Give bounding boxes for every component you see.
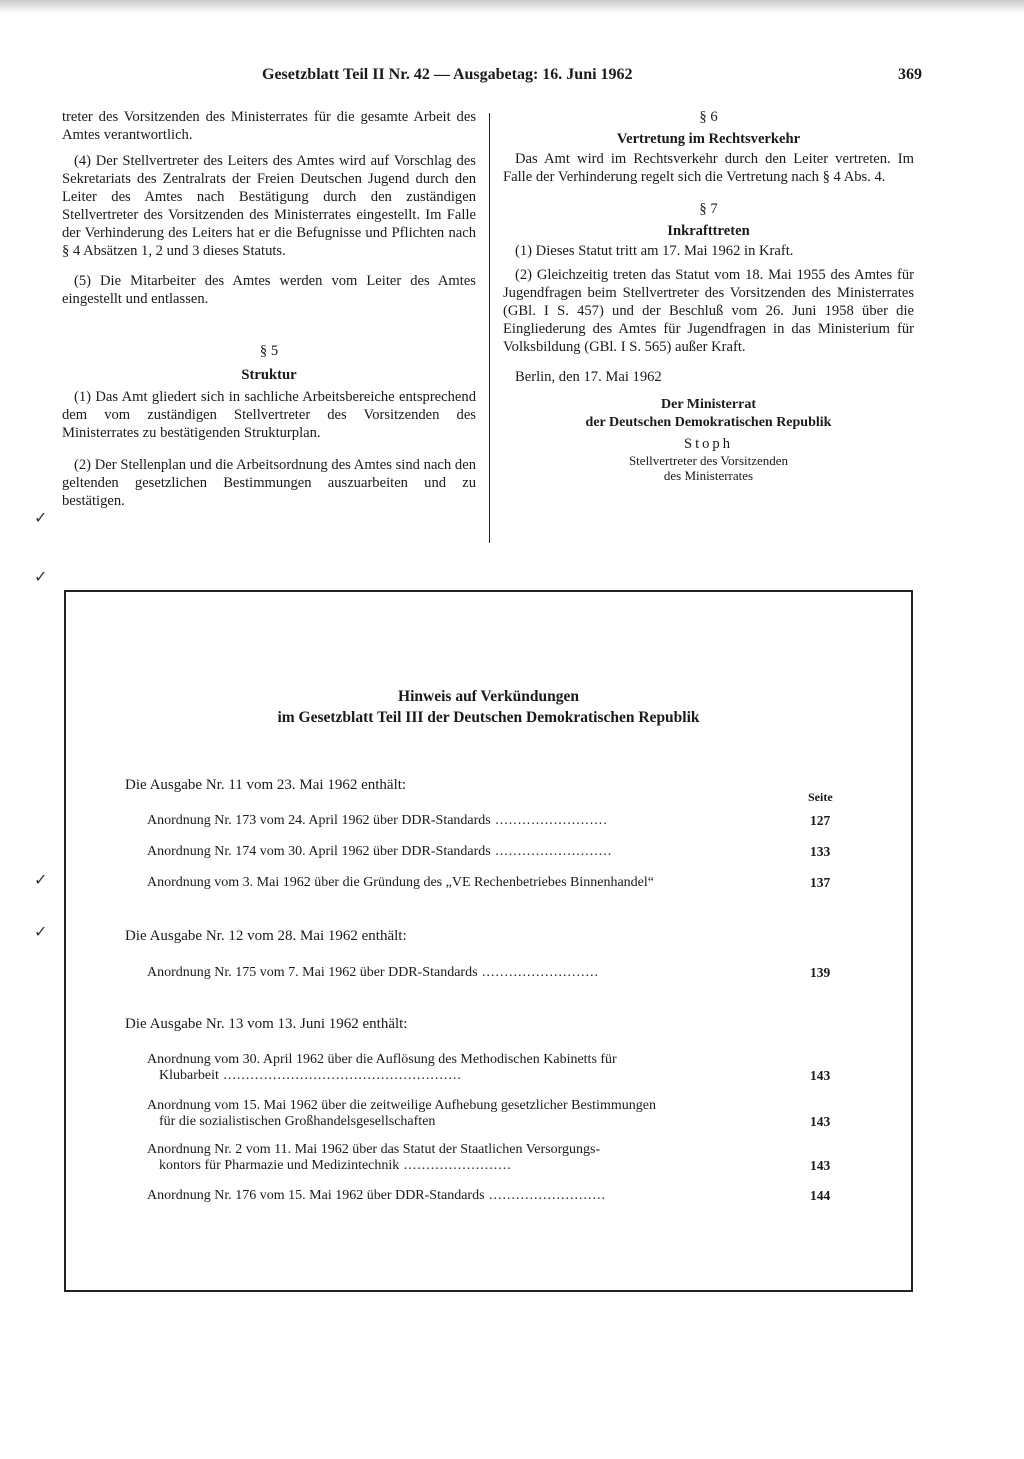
- section-6-title: Vertretung im Rechtsverkehr: [616, 131, 801, 147]
- notice-box: [64, 590, 913, 1292]
- page-header: [262, 66, 922, 90]
- toc-entry: Anordnung Nr. 2 vom 11. Mai 1962 über das Statut der Staatlichen Versorgungs- kontors für Pharmazie und Medizintechnik ........................: [147, 1142, 789, 1174]
- notice-title-line2: im Gesetzblatt Teil III der Deutschen Demokratischen Republik: [277, 709, 700, 726]
- paragraph-4: (4) Der Stellvertreter des Leiters des Amtes wird auf Vorschlag des Sekretariats des Zentralrats der Freien Deutschen Jugend durch den Leiter des Amtes nach Bestätigung durch den zuständigen Stellvertreter des Vorsitzenden des Ministerrates eingestellt. Im Falle der Verhinderung des Leiters hat er die Befugnisse und Pflichten nach § 4 Absätzen 1, 2 und 3 dieses Statuts.: [62, 153, 476, 259]
- toc-entry: Anordnung Nr. 175 vom 7. Mai 1962 über DDR-Standards ..........................: [147, 965, 600, 980]
- pencil-checkmark: ✓: [34, 569, 48, 586]
- toc-entry-page: 139: [810, 965, 831, 980]
- issue-heading: Die Ausgabe Nr. 11 vom 23. Mai 1962 enthält:: [125, 777, 407, 793]
- toc-entry-page: 127: [810, 813, 831, 828]
- toc-entry-page: 143: [810, 1158, 831, 1173]
- section-5-paragraph-1: (1) Das Amt gliedert sich in sachliche Arbeitsbereiche entsprechend dem vom zuständigen Stellvertreter des Vorsitzenden des Ministerrates zu bestätigenden Strukturplan.: [62, 389, 476, 441]
- toc-entry-text: Anordnung Nr. 173 vom 24. April 1962 über DDR-Standards: [147, 813, 491, 828]
- section-5-paragraph-2: (2) Der Stellenplan und die Arbeitsordnung des Amtes sind nach den geltenden gesetzlichen Bestimmungen auszuarbeiten und zu bestätigen.: [62, 457, 476, 509]
- toc-entry-text: Anordnung Nr. 175 vom 7. Mai 1962 über DDR-Standards: [147, 965, 478, 980]
- toc-entry-page: 137: [810, 875, 831, 890]
- section-7-paragraph-2: (2) Gleichzeitig treten das Statut vom 18. Mai 1955 des Amtes für Jugendfragen beim Stellvertreter des Vorsitzenden des Ministerrates (GBl. I S. 457) und der Beschluß vom 26. Juni 1958 über die Eingliederung des Amtes für Jugendfragen in das Ministerium für Volksbildung (GBl. I S. 565) außer Kraft.: [503, 267, 914, 355]
- signatory-role-line2: des Ministerrates: [663, 468, 754, 483]
- toc-entry: Anordnung vom 30. April 1962 über die Auflösung des Methodischen Kabinetts für Klubarbeit .....................................................: [147, 1052, 789, 1084]
- section-5-number: § 5: [259, 343, 279, 359]
- toc-entry-text: Anordnung Nr. 174 vom 30. April 1962 über DDR-Standards: [147, 844, 491, 859]
- toc-entry: Anordnung Nr. 174 vom 30. April 1962 über DDR-Standards ..........................: [147, 844, 613, 859]
- issue-heading: Die Ausgabe Nr. 13 vom 13. Juni 1962 enthält:: [125, 1016, 408, 1032]
- section-7-title: Inkrafttreten: [667, 223, 750, 239]
- signatory-role-line1: Stellvertreter des Vorsitzenden: [628, 453, 789, 468]
- toc-entry-text-line1: Anordnung vom 30. April 1962 über die Auflösung des Methodischen Kabinetts für: [147, 1052, 617, 1067]
- page-number: 369: [898, 66, 922, 83]
- pencil-checkmark: ✓: [34, 872, 48, 889]
- toc-entry-text-line2: Klubarbeit: [159, 1068, 219, 1083]
- signatory-body-line1: Der Ministerrat: [661, 397, 756, 412]
- toc-entry-text-line1: Anordnung vom 15. Mai 1962 über die zeitweilige Aufhebung gesetzlicher Bestimmungen: [147, 1098, 656, 1113]
- left-column: [62, 108, 476, 510]
- toc-entry-page: 144: [810, 1188, 831, 1203]
- toc-entry: Anordnung Nr. 173 vom 24. April 1962 über DDR-Standards .........................: [147, 813, 608, 828]
- signatory-name: Stoph: [683, 436, 734, 452]
- paragraph-continuation: treter des Vorsitzenden des Ministerrates für die gesamte Arbeit des Amtes verantwortlich.: [62, 109, 476, 143]
- toc-entry-text-line2: für die sozialistischen Großhandelsgesellschaften: [159, 1114, 436, 1129]
- notice-title-line1: Hinweis auf Verkündungen: [398, 688, 579, 705]
- toc-entry-text-line1: Anordnung Nr. 2 vom 11. Mai 1962 über das Statut der Staatlichen Versorgungs-: [147, 1142, 601, 1157]
- issue-heading: Die Ausgabe Nr. 12 vom 28. Mai 1962 enthält:: [125, 928, 407, 944]
- section-7-number: § 7: [699, 201, 718, 217]
- signatory-body-line2: der Deutschen Demokratischen Republik: [585, 415, 832, 430]
- toc-entry-page: 133: [810, 844, 831, 859]
- toc-entry: [147, 1098, 789, 1130]
- toc-entry-text: Anordnung vom 3. Mai 1962 über die Gründung des „VE Rechenbetriebes Binnenhandel“: [147, 875, 654, 890]
- toc-entry-page: 143: [810, 1114, 831, 1129]
- toc-entry-text: Anordnung Nr. 176 vom 15. Mai 1962 über DDR-Standards: [147, 1188, 485, 1203]
- pencil-checkmark: ✓: [34, 510, 48, 527]
- header-title: Gesetzblatt Teil II Nr. 42 — Ausgabetag: 16. Juni 1962: [262, 66, 633, 83]
- toc-entry: [147, 875, 789, 891]
- toc-entry-text-line2: kontors für Pharmazie und Medizintechnik: [159, 1158, 400, 1173]
- pencil-checkmark: ✓: [34, 924, 48, 941]
- notice-title: [66, 686, 911, 728]
- place-date: Berlin, den 17. Mai 1962: [515, 369, 662, 385]
- seite-column-label: Seite: [808, 790, 833, 804]
- scan-edge-shading: [0, 0, 1024, 14]
- section-6-paragraph: Das Amt wird im Rechtsverkehr durch den Leiter vertreten. Im Falle der Verhinderung regelt sich die Vertretung nach § 4 Abs. 4.: [503, 151, 914, 185]
- toc-entry: Anordnung Nr. 176 vom 15. Mai 1962 über DDR-Standards ..........................: [147, 1188, 607, 1203]
- right-column: [503, 108, 914, 483]
- section-5-title: Struktur: [241, 367, 297, 383]
- paragraph-5: (5) Die Mitarbeiter des Amtes werden vom Leiter des Amtes eingestellt und entlassen.: [62, 273, 476, 307]
- section-7-paragraph-1: (1) Dieses Statut tritt am 17. Mai 1962 in Kraft.: [515, 243, 794, 259]
- section-6-number: § 6: [699, 109, 718, 125]
- toc-entry-page: 143: [810, 1068, 831, 1083]
- column-divider: [489, 113, 490, 543]
